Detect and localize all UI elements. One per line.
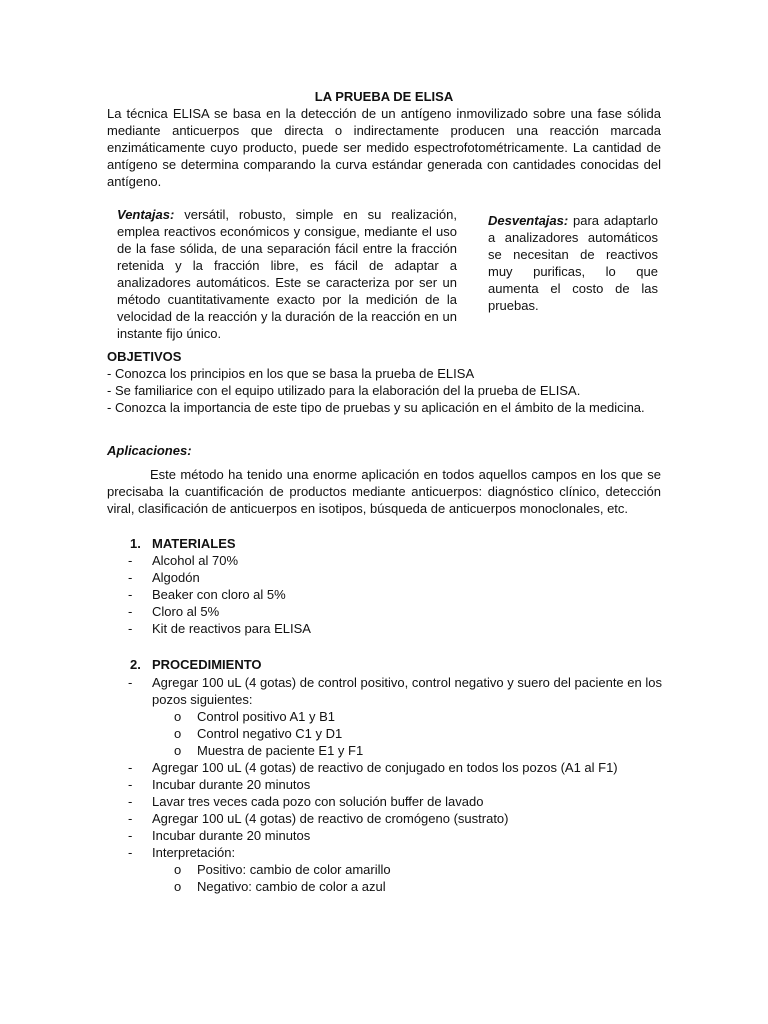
list-item: - Alcohol al 70% (128, 553, 238, 568)
desventajas-box (488, 212, 658, 314)
ventajas-label: Ventajas: (117, 207, 175, 222)
ventajas-box (117, 206, 457, 342)
list-item: - Agregar 100 uL (4 gotas) de control positivo, control negativo y suero del paciente en los pozos siguientes: o Control positivo A1 y B1 o Control negativo C1 y D1 o Muestra de paciente E1 y F1 (128, 675, 662, 758)
sublist-item: o Negativo: cambio de color a azul (174, 879, 386, 894)
aplicaciones-heading: Aplicaciones: (107, 443, 192, 458)
ventajas-text: versátil, robusto, simple en su realización, emplea reactivos económicos y consigue, mediante el uso de la fase sólida, de una separación fácil entre la fracción retenida y la fracción libre, es fácil de adaptar a analizadores automáticos. Este se caracteriza por ser un método cuantitativamente exacto por la medición de la velocidad de la reacción y la duración de la reacción en un instante fijo único. (117, 207, 457, 341)
materiales-number: 1. (130, 536, 141, 551)
aplicaciones-paragraph: Este método ha tenido una enorme aplicación en todos aquellos campos en los que se precisaba la cuantificación de productos mediante anticuerpos: diagnóstico clínico, detección viral, clasificación de anticuerpos en isotipos, búsqueda de anticuerpos monoclonales, etc. (107, 467, 661, 516)
sublist-item: o Muestra de paciente E1 y F1 (174, 743, 364, 758)
intro-paragraph: La técnica ELISA se basa en la detección de un antígeno inmovilizado sobre una fase sólida mediante anticuerpos que directa o indirectamente producen una reacción marcada enzimáticamente cuyo producto, puede ser medido espectrofotométricamente. La cantidad de antígeno se determina comparando la curva estándar generada con cantidades conocidas del antígeno. (107, 106, 661, 189)
list-item: - Algodón (128, 570, 200, 585)
sublist-item: o Control negativo C1 y D1 (174, 726, 343, 741)
materiales-title: MATERIALES (152, 536, 236, 551)
sublist (152, 861, 662, 895)
procedimiento-list (128, 674, 662, 895)
list-item: - Kit de reactivos para ELISA (128, 621, 311, 636)
desventajas-label: Desventajas: (488, 213, 569, 228)
list-item: - Incubar durante 20 minutos (128, 828, 311, 843)
page-title: LA PRUEBA DE ELISA (314, 89, 454, 104)
objetivo-item: - Conozca la importancia de este tipo de pruebas y su aplicación en el ámbito de la medicina. (107, 400, 645, 415)
list-item: - Cloro al 5% (128, 604, 220, 619)
list-item: - Beaker con cloro al 5% (128, 587, 286, 602)
materiales-heading (130, 535, 236, 552)
list-item: - Incubar durante 20 minutos (128, 777, 311, 792)
objetivo-item: - Se familiarice con el equipo utilizado para la elaboración del la prueba de ELISA. (107, 383, 581, 398)
list-item: - Agregar 100 uL (4 gotas) de reactivo de cromógeno (sustrato) (128, 811, 509, 826)
list-item: - Agregar 100 uL (4 gotas) de reactivo de conjugado en todos los pozos (A1 al F1) (128, 760, 618, 775)
objetivos-section (107, 348, 667, 416)
procedimiento-number: 2. (130, 657, 141, 672)
materiales-list (128, 552, 662, 637)
sublist-item: o Positivo: cambio de color amarillo (174, 862, 391, 877)
objetivo-item: - Conozca los principios en los que se basa la prueba de ELISA (107, 366, 475, 381)
procedimiento-title: PROCEDIMIENTO (152, 657, 262, 672)
list-item: - Lavar tres veces cada pozo con solución buffer de lavado (128, 794, 484, 809)
sublist-item: o Control positivo A1 y B1 (174, 709, 336, 724)
objetivos-heading: OBJETIVOS (107, 349, 182, 364)
procedimiento-heading (130, 656, 262, 673)
sublist (152, 708, 662, 759)
list-item: - Interpretación: o Positivo: cambio de color amarillo o Negativo: cambio de color a azul (128, 844, 662, 895)
desventajas-text: para adaptarlo a analizadores automáticos se necesitan de reactivos muy purificas, lo que aumenta el costo de las pruebas. (488, 213, 658, 313)
